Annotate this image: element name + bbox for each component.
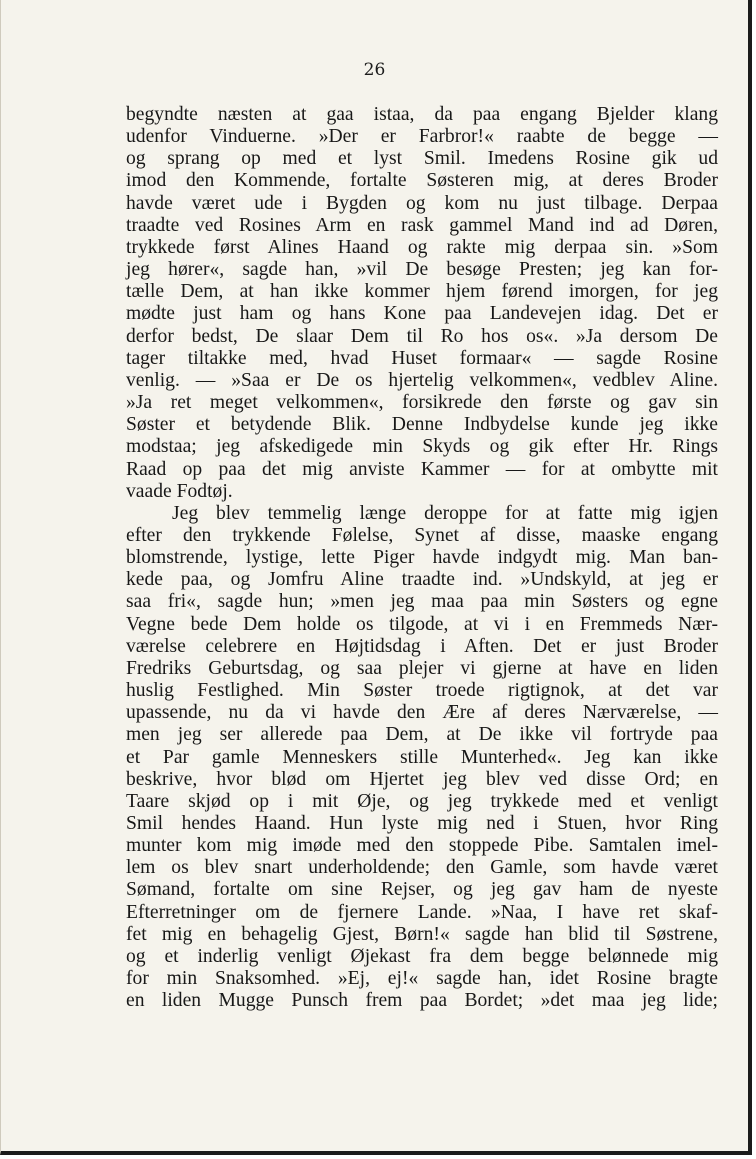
text-line: jeg hører«, sagde han, »vil De besøge Presten; jeg kan for- [126,259,718,281]
text-line: blomstrende, lystige, lette Piger havde indgydt mig. Man ban- [126,547,718,569]
paragraph-start-line: Jeg blev temmelig længe deroppe for at fatte mig igjen [172,502,718,524]
text-line: Efterretninger om de fjernere Lande. »Naa, I have ret skaf- [126,901,718,923]
text-line: udenfor Vinduerne. »Der er Farbror!« raabte de begge — [126,126,718,148]
text-line: traadte ved Rosines Arm en rask gammel Mand ind ad Døren, [126,214,718,236]
text-line: havde været ude i Bygden og kom nu just tilbage. Derpaa [126,192,718,214]
text-line: Søster et betydende Blik. Denne Indbydelse kunde jeg ikke [126,414,718,436]
text-line: derfor bedst, De slaar Dem til Ro hos os«. »Ja dersom De [126,325,718,347]
text-line: efter den trykkende Følelse, Synet af disse, maaske engang [126,524,718,546]
text-line: beskrive, hvor blød om Hjertet jeg blev ved disse Ord; en [126,768,718,790]
text-line: trykkede først Alines Haand og rakte mig derpaa sin. »Som [126,236,718,258]
text-line: upassende, nu da vi havde den Ære af deres Nærværelse, — [126,702,718,724]
text-line: og et inderlig venligt Øjekast fra dem begge belønnede mig [126,945,718,967]
text-line: mødte just ham og hans Kone paa Landevejen idag. Det er [126,303,718,325]
text-line: værelse celebrere en Højtidsdag i Aften. Det er just Broder [126,635,718,657]
page-body-text [126,104,718,1012]
text-line: tælle Dem, at han ikke kommer hjem førend imorgen, for jeg [126,281,718,303]
text-line: og sprang op med et lyst Smil. Imedens Rosine gik ud [126,148,718,170]
text-line: for min Snaksomhed. »Ej, ej!« sagde han, idet Rosine bragte [126,968,718,990]
text-line: lem os blev snart underholdende; den Gamle, som havde været [126,857,718,879]
text-line: Raad op paa det mig anviste Kammer — for at ombytte mit [126,458,718,480]
page-number: 26 [363,60,386,80]
text-line: Smil hendes Haand. Hun lyste mig ned i Stuen, hvor Ring [126,813,718,834]
text-line: fet mig en behagelig Gjest, Børn!« sagde han blid til Søstrene, [126,923,718,945]
text-line: Vegne bede Dem holde os tilgode, at vi i en Fremmeds Nær- [126,613,718,635]
text-line: huslig Festlighed. Min Søster troede rigtignok, at det var [126,680,718,702]
text-line: venlig. — »Saa er De os hjertelig velkommen«, vedblev Aline. [126,369,718,391]
text-line: modstaa; jeg afskedigede min Skyds og gik efter Hr. Rings [126,436,718,458]
text-line: »Ja ret meget velkommen«, forsikrede den første og gav sin [126,392,718,414]
text-line: begyndte næsten at gaa istaa, da paa engang Bjelder klang [126,104,718,125]
text-line: kede paa, og Jomfru Aline traadte ind. »Undskyld, at jeg er [126,569,718,591]
text-line: munter kom mig imøde med den stoppede Pibe. Samtalen imel- [126,835,718,857]
text-line: Taare skjød op i mit Øje, og jeg trykkede med et venligt [126,790,718,812]
text-line: Sømand, fortalte om sine Rejser, og jeg gav ham de nyeste [126,879,718,901]
text-line: imod den Kommende, fortalte Søsteren mig, at deres Broder [126,170,718,192]
text-line: et Par gamle Menneskers stille Munterhed«. Jeg kan ikke [126,746,718,768]
paragraph-end-line: vaade Fodtøj. [126,480,233,502]
text-line: tager tiltakke med, hvad Huset formaar« — sagde Rosine [126,347,718,369]
text-line: en liden Mugge Punsch frem paa Bordet; »det maa jeg lide; [126,990,718,1012]
text-line: men jeg ser allerede paa Dem, at De ikke vil fortryde paa [126,724,718,746]
text-line: Fredriks Geburtsdag, og saa plejer vi gjerne at have en liden [126,657,718,679]
text-line: saa fri«, sagde hun; »men jeg maa paa min Søsters og egne [126,591,718,613]
